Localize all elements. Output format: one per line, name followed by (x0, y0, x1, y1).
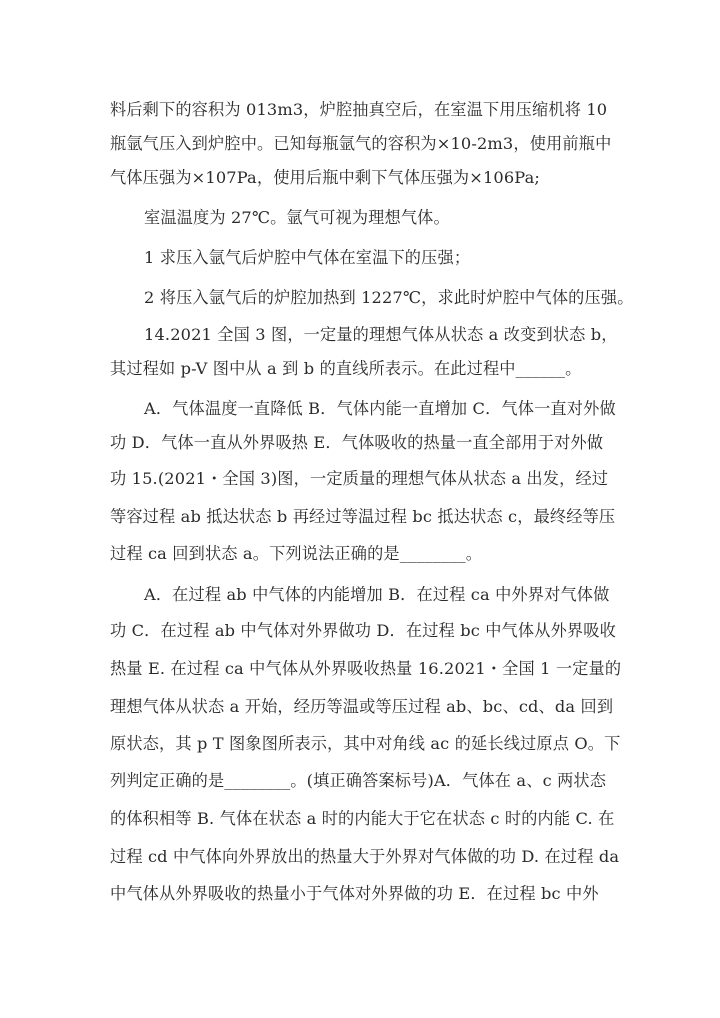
text-line-19: 列判定正确的是________。(填正确答案标号)A．气体在 a、c 两状态 (110, 771, 607, 790)
text-line-16: 热量 E. 在过程 ca 中气体从外界吸收热量 16.2021・全国 1 一定量的 (110, 659, 622, 678)
text-line-13: 过程 ca 回到状态 a。下列说法正确的是________。 (110, 544, 483, 563)
text-line-18: 原状态，其 p T 图象图所表示，其中对角线 ac 的延长线过原点 O。下 (110, 734, 621, 753)
text-line-3: 气体压强为×107Pa，使用后瓶中剩下气体压强为×106Pa; (110, 168, 541, 187)
text-line-5: 1 求压入氩气后炉腔中气体在室温下的压强； (144, 248, 471, 267)
text-line-9: A．气体温度一直降低 B．气体内能一直增加 C．气体一直对外做 (144, 399, 616, 418)
text-line-2: 瓶氩气压入到炉腔中。已知每瓶氩气的容积为×10-2m3，使用前瓶中 (110, 134, 612, 153)
text-line-20: 的体积相等 B. 气体在状态 a 时的内能大于它在状态 c 时的内能 C. 在 (110, 809, 615, 828)
text-line-7: 14.2021 全国 3 图，一定量的理想气体从状态 a 改变到状态 b， (144, 325, 618, 344)
text-line-11: 功 15.(2021・全国 3)图，一定质量的理想气体从状态 a 出发，经过 (110, 469, 609, 488)
text-line-1: 料后剩下的容积为 013m3，炉腔抽真空后，在室温下用压缩机将 10 (110, 100, 608, 119)
text-line-4: 室温温度为 27℃。氩气可视为理想气体。 (144, 208, 450, 227)
text-line-15: 功 C．在过程 ab 中气体对外界做功 D．在过程 bc 中气体从外界吸收 (110, 621, 616, 640)
text-line-21: 过程 cd 中气体向外界放出的热量大于外界对气体做的功 D. 在过程 da (110, 847, 620, 866)
text-line-22: 中气体从外界吸收的热量小于气体对外界做的功 E．在过程 bc 中外 (110, 884, 599, 903)
text-line-6: 2 将压入氩气后的炉腔加热到 1227℃，求此时炉腔中气体的压强。 (144, 288, 634, 307)
text-line-14: A．在过程 ab 中气体的内能增加 B．在过程 ca 中外界对气体做 (144, 585, 610, 604)
text-line-17: 理想气体从状态 a 开始，经历等温或等压过程 ab、bc、cd、da 回到 (110, 697, 614, 716)
text-line-10: 功 D．气体一直从外界吸热 E．气体吸收的热量一直全部用于对外做 (110, 433, 604, 452)
text-line-12: 等容过程 ab 抵达状态 b 再经过等温过程 bc 抵达状态 c，最终经等压 (110, 507, 616, 526)
text-line-8: 其过程如 p-V 图中从 a 到 b 的直线所表示。在此过程中______。 (110, 359, 582, 378)
